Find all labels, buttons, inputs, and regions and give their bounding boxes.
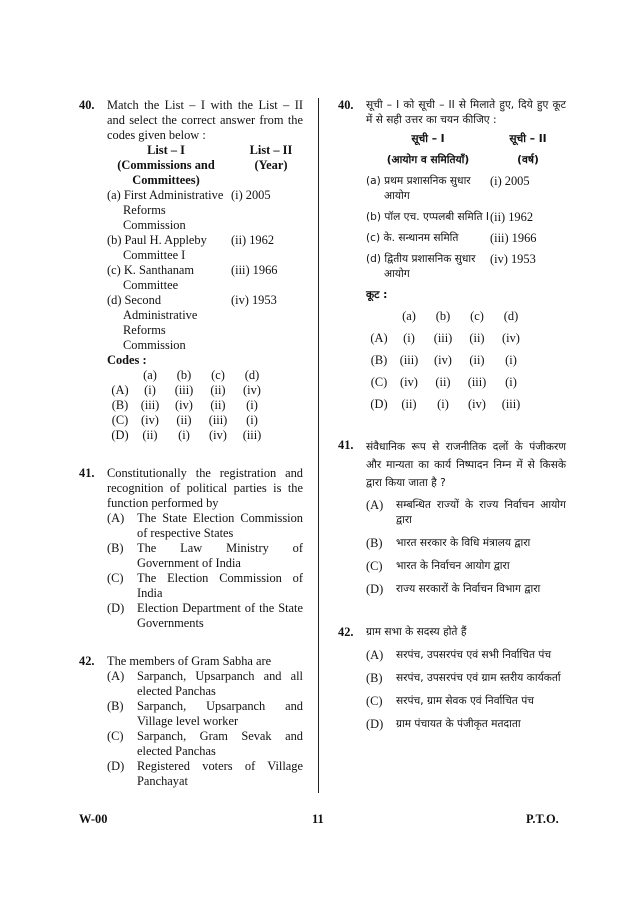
question-stem: Match the List – I with the List – II and select the correct answer from the codes given below : bbox=[107, 98, 303, 142]
option-c bbox=[366, 559, 566, 574]
question-stem: Constitutionally the registration and recognition of political parties is the function performed by bbox=[107, 466, 303, 510]
question-number: 42. bbox=[79, 654, 95, 668]
list2-item: (i) 2005 bbox=[490, 174, 530, 188]
option-label: (A) bbox=[107, 511, 125, 525]
codes-head-cell: (c) bbox=[470, 309, 484, 323]
question-41-hi bbox=[338, 438, 566, 597]
codes-option-label: (D) bbox=[111, 428, 129, 442]
codes-head-cell: (d) bbox=[503, 309, 519, 323]
codes-cell: (iv) bbox=[141, 413, 159, 427]
codes-head-cell: (b) bbox=[435, 309, 451, 323]
codes-cell: (i) bbox=[178, 428, 190, 442]
option-label: (B) bbox=[107, 699, 124, 713]
codes-head-cell: (b) bbox=[176, 368, 192, 382]
list2-item: (iii) 1966 bbox=[490, 231, 537, 245]
list1-item: (a) First Administrative Reforms Commission bbox=[107, 188, 224, 232]
option-label: (A) bbox=[366, 648, 384, 662]
list2-item: (iv) 1953 bbox=[490, 252, 536, 266]
codes-cell: (iv) bbox=[434, 353, 452, 367]
option-text: सरपंच, उपसरपंच एवं ग्राम स्तरीय कार्यकर्ता bbox=[396, 672, 561, 684]
codes-cell: (ii) bbox=[469, 331, 485, 345]
list2-item: (iv) 1953 bbox=[231, 293, 277, 307]
codes-cell: (iv) bbox=[468, 397, 486, 411]
list2-subheading: (वर्ष) bbox=[517, 154, 539, 166]
option-text: भारत सरकार के विधि मंत्रालय द्वारा bbox=[396, 537, 531, 549]
list2-item: (iii) 1966 bbox=[231, 263, 278, 277]
list1-item: (b) Paul H. Appleby Committee I bbox=[107, 233, 207, 262]
codes-option-label: (A) bbox=[111, 383, 129, 397]
option-c bbox=[107, 571, 303, 601]
option-b bbox=[366, 536, 566, 551]
codes-cell: (ii) bbox=[210, 383, 226, 397]
question-stem: सूची – I को सूची – II से मिलाते हुए, दिये हुए कूट में से सही उत्तर का चयन कीजिए : bbox=[366, 99, 566, 126]
option-text: सरपंच, उपसरपंच एवं सभी निर्वाचित पंच bbox=[396, 649, 552, 661]
page-number: 11 bbox=[312, 812, 324, 826]
option-label: (C) bbox=[366, 694, 383, 708]
option-c bbox=[366, 694, 566, 709]
codes-option-label: (B) bbox=[111, 398, 129, 412]
hindi-column bbox=[338, 98, 566, 732]
option-text: ग्राम पंचायत के पंजीकृत मतदाता bbox=[396, 718, 521, 730]
option-label: (A) bbox=[107, 669, 125, 683]
english-column bbox=[79, 98, 303, 789]
list1-heading: सूची – I bbox=[411, 133, 445, 145]
option-text: The Election Commission of India bbox=[137, 571, 303, 600]
codes-head-cell bbox=[107, 368, 133, 383]
question-number: 41. bbox=[79, 466, 95, 480]
codes-cell: (iv) bbox=[175, 398, 193, 412]
codes-cell: (iii) bbox=[467, 375, 487, 389]
option-text: The State Election Commission of respective States bbox=[137, 511, 303, 540]
question-40-en bbox=[79, 98, 303, 443]
option-text: सरपंच, ग्राम सेवक एवं निर्वाचित पंच bbox=[396, 695, 534, 707]
codes-option-label: (B) bbox=[370, 353, 388, 367]
list1-heading: List – I bbox=[147, 143, 185, 157]
list2-heading: List – II bbox=[249, 143, 293, 157]
codes-head-cell: (c) bbox=[211, 368, 225, 382]
codes-option-label: (D) bbox=[370, 397, 388, 411]
question-number: 41. bbox=[338, 438, 354, 452]
pto-label: P.T.O. bbox=[526, 812, 559, 826]
option-b bbox=[107, 699, 303, 729]
option-text: Election Department of the State Governments bbox=[137, 601, 303, 630]
codes-table bbox=[366, 309, 566, 412]
option-label: (C) bbox=[366, 559, 383, 573]
question-number: 42. bbox=[338, 625, 354, 639]
codes-option-label: (C) bbox=[111, 413, 129, 427]
question-number: 40. bbox=[338, 98, 354, 112]
codes-cell: (iii) bbox=[174, 383, 194, 397]
option-text: Sarpanch, Gram Sevak and elected Panchas bbox=[137, 729, 303, 758]
option-text: Sarpanch, Upsarpanch and all elected Panchas bbox=[137, 669, 303, 698]
list2-item: (ii) 1962 bbox=[490, 210, 534, 224]
option-text: Sarpanch, Upsarpanch and Village level worker bbox=[137, 699, 303, 728]
question-stem: संवैधानिक रूप से राजनीतिक दलों के पंजीकरण और मान्यता का कार्य निष्पादन निम्न में से किसके द्वारा किया जाता है ? bbox=[366, 441, 566, 489]
match-list-header bbox=[366, 132, 566, 168]
codes-cell: (i) bbox=[403, 331, 415, 345]
codes-head-cell: (a) bbox=[143, 368, 157, 382]
question-42-en bbox=[79, 654, 303, 789]
codes-cell: (i) bbox=[246, 413, 258, 427]
option-text: Registered voters of Village Panchayat bbox=[137, 759, 303, 788]
option-label: (D) bbox=[107, 601, 125, 615]
question-41-en bbox=[79, 466, 303, 631]
option-label: (D) bbox=[366, 582, 384, 596]
list2-item: (i) 2005 bbox=[231, 188, 271, 202]
list1-item: (d) Second Administrative Reforms Commission bbox=[107, 293, 198, 352]
option-d bbox=[366, 717, 566, 732]
option-label: (D) bbox=[366, 717, 384, 731]
option-b bbox=[107, 541, 303, 571]
codes-cell: (iii) bbox=[501, 397, 521, 411]
list2-item: (ii) 1962 bbox=[231, 233, 275, 247]
codes-cell: (ii) bbox=[210, 398, 226, 412]
option-text: The Law Ministry of Government of India bbox=[137, 541, 303, 570]
match-list-header bbox=[107, 143, 303, 188]
option-label: (C) bbox=[107, 571, 124, 585]
codes-cell: (ii) bbox=[176, 413, 192, 427]
codes-head-cell: (d) bbox=[244, 368, 260, 382]
question-42-hi bbox=[338, 625, 566, 732]
list1-item: (c) के. सन्थानम समिति bbox=[366, 232, 459, 244]
option-text: भारत के निर्वाचन आयोग द्वारा bbox=[396, 560, 510, 572]
codes-cell: (ii) bbox=[469, 353, 485, 367]
codes-cell: (iii) bbox=[242, 428, 262, 442]
option-d bbox=[366, 582, 566, 597]
codes-head-cell bbox=[366, 309, 392, 324]
codes-cell: (ii) bbox=[435, 375, 451, 389]
footer-code: W-00 bbox=[79, 812, 108, 826]
codes-cell: (i) bbox=[505, 375, 517, 389]
option-d bbox=[107, 759, 303, 789]
codes-option-label: (C) bbox=[370, 375, 388, 389]
question-40-hi bbox=[338, 98, 566, 412]
question-stem: ग्राम सभा के सदस्य होते हैं bbox=[366, 626, 467, 638]
option-label: (C) bbox=[107, 729, 124, 743]
codes-label: कूट : bbox=[366, 289, 388, 301]
codes-cell: (iii) bbox=[208, 413, 228, 427]
list1-item: (a) प्रथम प्रशासनिक सुधार आयोग bbox=[366, 175, 471, 202]
codes-table bbox=[107, 368, 303, 443]
option-label: (A) bbox=[366, 498, 384, 512]
codes-cell: (i) bbox=[505, 353, 517, 367]
list2-heading: सूची – II bbox=[509, 133, 547, 145]
option-c bbox=[107, 729, 303, 759]
match-list-rows bbox=[366, 174, 566, 282]
option-text: सम्बन्धित राज्यों के राज्य निर्वाचन आयोग द्वारा bbox=[396, 499, 566, 526]
option-a bbox=[107, 511, 303, 541]
list1-item: (d) द्वितीय प्रशासनिक सुधार आयोग bbox=[366, 253, 476, 280]
option-label: (B) bbox=[366, 671, 383, 685]
codes-cell: (iv) bbox=[209, 428, 227, 442]
codes-cell: (iv) bbox=[243, 383, 261, 397]
option-a bbox=[107, 669, 303, 699]
match-list-rows bbox=[107, 188, 303, 353]
option-b bbox=[366, 671, 566, 686]
list1-item: (c) K. Santhanam Committee bbox=[107, 263, 195, 292]
option-d bbox=[107, 601, 303, 631]
codes-label: Codes : bbox=[107, 353, 147, 367]
codes-cell: (i) bbox=[144, 383, 156, 397]
option-label: (B) bbox=[107, 541, 124, 555]
list1-item: (b) पॉल एच. एप्पलबी समिति I bbox=[366, 211, 489, 223]
option-a bbox=[366, 498, 566, 528]
codes-option-label: (A) bbox=[370, 331, 388, 345]
codes-cell: (i) bbox=[437, 397, 449, 411]
list2-subheading: (Year) bbox=[254, 158, 288, 172]
option-a bbox=[366, 648, 566, 663]
codes-cell: (iii) bbox=[433, 331, 453, 345]
question-number: 40. bbox=[79, 98, 95, 112]
question-stem: The members of Gram Sabha are bbox=[107, 654, 272, 668]
codes-cell: (i) bbox=[246, 398, 258, 412]
codes-cell: (ii) bbox=[401, 397, 417, 411]
codes-head-cell: (a) bbox=[402, 309, 416, 323]
option-text: राज्य सरकारों के निर्वाचन विभाग द्वारा bbox=[396, 583, 541, 595]
codes-cell: (iv) bbox=[502, 331, 520, 345]
list1-subheading: (आयोग व समितियाँ) bbox=[386, 154, 470, 166]
column-divider bbox=[318, 98, 319, 793]
codes-cell: (iii) bbox=[140, 398, 160, 412]
option-label: (B) bbox=[366, 536, 383, 550]
option-label: (D) bbox=[107, 759, 125, 773]
codes-cell: (ii) bbox=[142, 428, 158, 442]
codes-cell: (iii) bbox=[399, 353, 419, 367]
codes-cell: (iv) bbox=[400, 375, 418, 389]
list1-subheading: (Commissions and Committees) bbox=[117, 158, 215, 187]
